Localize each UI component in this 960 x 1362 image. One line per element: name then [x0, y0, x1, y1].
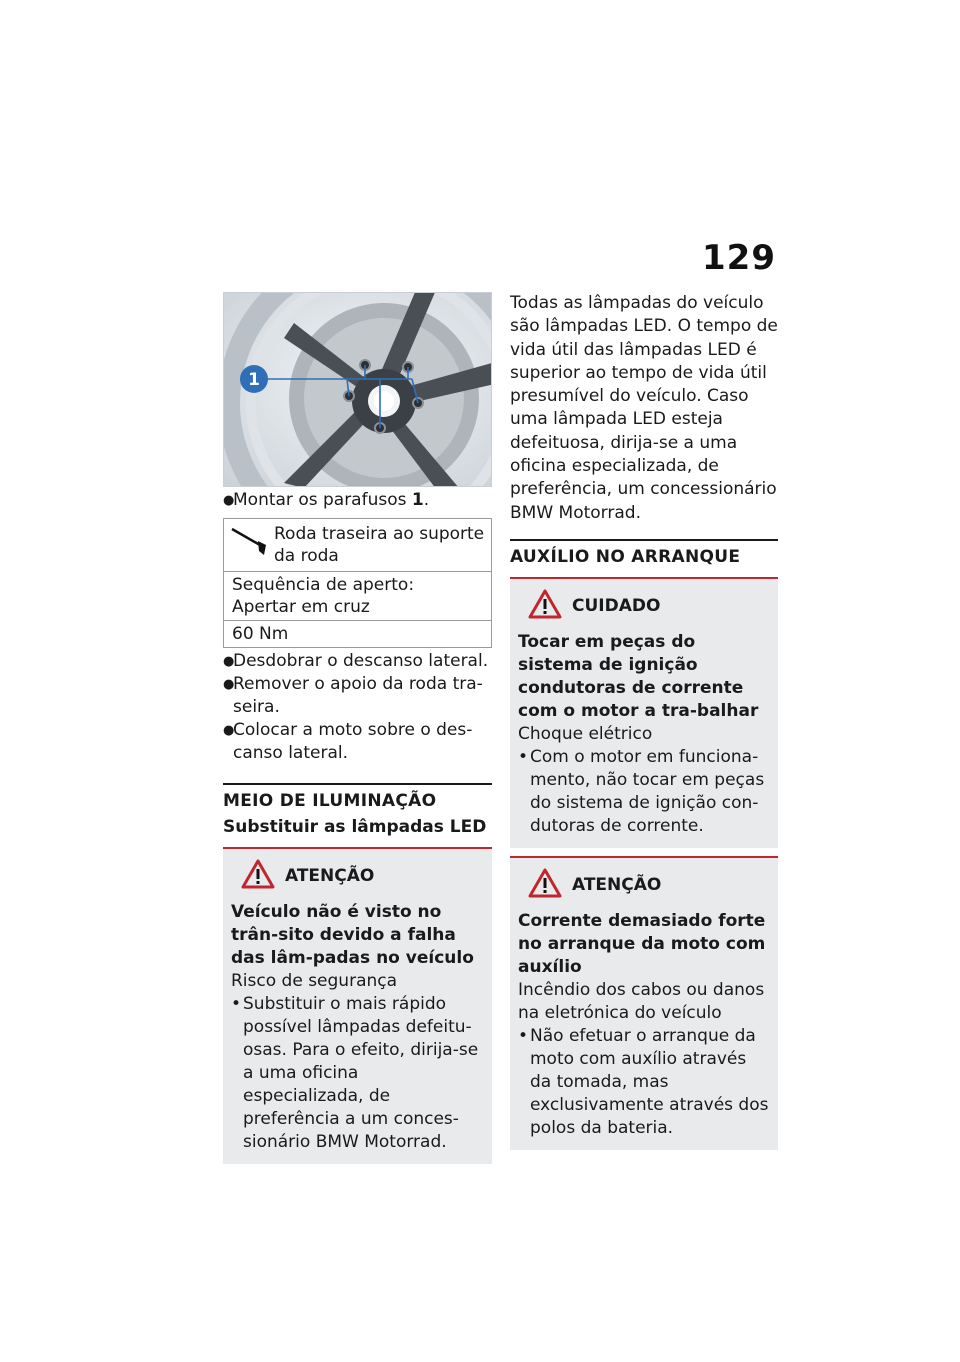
led-intro-paragraph: Todas as lâmpadas do veículo são lâmpadas LED. O tempo de vida útil das lâmpadas LED é superior ao tempo de vida útil presumível do veículo. Caso uma lâmpada LED esteja defeituosa, dirija-se a uma oficina especializada, de preferência, um concessionário BMW Motorrad.	[510, 293, 778, 523]
torque-wrench-icon	[230, 523, 274, 567]
spec-title: Roda traseira ao suporte da roda	[274, 524, 485, 566]
subsection-title-led: Substituir as lâmpadas LED	[223, 817, 487, 837]
warning-action: • Substituir o mais rápido possível lâmpadas defeitu-osas. Para o efeito, dirija-se a uma oficina especializada, de preferência a um conces-sionário BMW Motorrad.	[231, 994, 479, 1152]
page-number: 129	[702, 238, 776, 278]
list-item: ● Colocar a moto sobre o des-canso lateral.	[223, 720, 473, 763]
callout-1: 1	[248, 370, 260, 390]
torque-spec-table	[223, 518, 492, 648]
warning-action: • Não efetuar o arranque da moto com auxílio através da tomada, mas exclusivamente através dos polos da bateria.	[518, 1025, 769, 1138]
warning-headline: Veículo não é visto no trân-sito devido a falha das lâm-padas no veículo	[231, 902, 474, 968]
list-item: ● Remover o apoio da roda tra-seira.	[223, 674, 483, 717]
warning-headline: Corrente demasiado forte no arranque da moto com auxílio	[518, 910, 766, 977]
right-column	[510, 292, 778, 1150]
caution-risk: Choque elétrico	[518, 723, 653, 744]
caution-box-ignition	[510, 577, 778, 848]
left-column	[223, 292, 492, 1164]
caution-label: CUIDADO	[572, 595, 661, 616]
steps-list	[223, 650, 492, 765]
list-item: ● Desdobrar o descanso lateral.	[223, 651, 489, 671]
warning-label: ATENÇÃO	[285, 866, 375, 886]
step-ref: 1	[411, 490, 424, 510]
caution-triangle-icon	[528, 589, 562, 623]
warning-triangle-icon	[241, 859, 275, 893]
warning-risk: Risco de segurança	[231, 971, 398, 991]
spec-torque: 60 Nm	[224, 621, 492, 648]
wheel-illustration	[224, 293, 491, 486]
caution-action: • Com o motor em funciona-mento, não tocar em peças do sistema de ignição con-dutoras de corrente.	[518, 746, 765, 836]
step-mount-bolts: ● Montar os parafusos 1.	[223, 490, 430, 510]
wheel-hub-figure	[223, 292, 492, 487]
warning-triangle-icon	[528, 868, 562, 902]
step-text: Montar os parafusos	[233, 490, 412, 510]
warning-label: ATENÇÃO	[572, 874, 662, 895]
warning-box-led	[223, 847, 492, 1164]
warning-box-jump-start	[510, 856, 778, 1150]
section-title-lighting: MEIO DE ILUMINAÇÃO	[223, 783, 492, 811]
section-title-jump-start: AUXÍLIO NO ARRANQUE	[510, 539, 778, 567]
spec-sequence: Sequência de aperto: Apertar em cruz	[224, 572, 492, 621]
warning-risk: Incêndio dos cabos ou danos na eletrónica do veículo	[518, 979, 765, 1023]
caution-headline: Tocar em peças do sistema de ignição condutoras de corrente com o motor a tra-balhar	[518, 631, 759, 721]
